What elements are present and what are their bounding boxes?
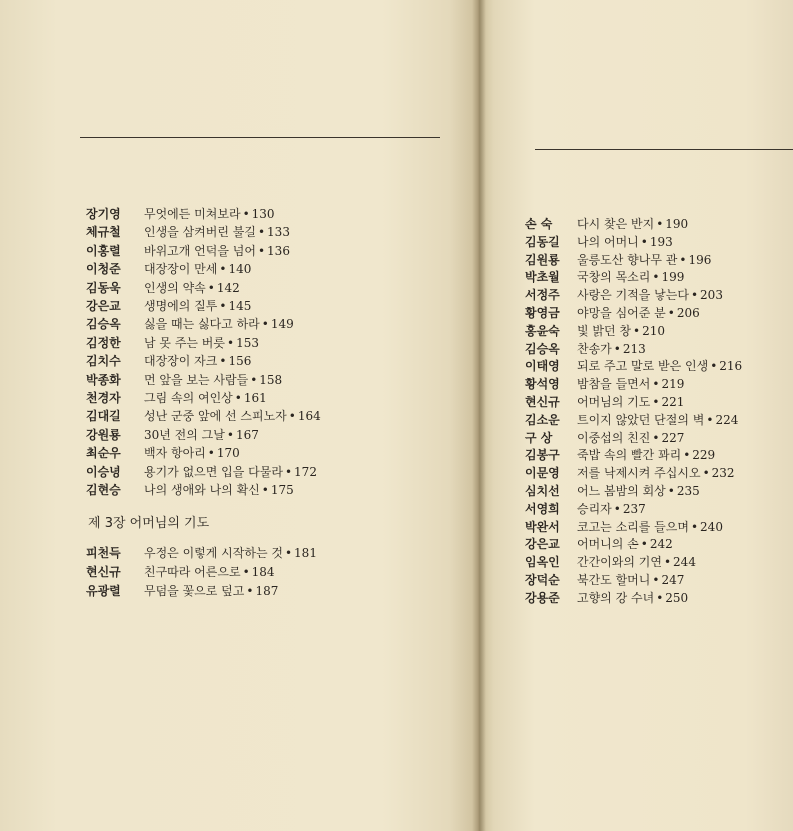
bullet-separator: •	[652, 377, 660, 392]
toc-title: 먼 앞을 보는 사람들	[144, 372, 249, 387]
toc-author: 이문영	[525, 466, 560, 481]
toc-page-number: 167	[235, 427, 259, 442]
toc-page-number: 206	[676, 306, 700, 320]
toc-author: 강원룡	[86, 427, 121, 442]
toc-page-number: 164	[297, 409, 321, 424]
toc-title: 어머니의 손	[577, 537, 639, 552]
toc-title-line	[144, 224, 290, 240]
toc-title-line	[577, 305, 700, 321]
toc-author: 장기영	[86, 207, 121, 221]
toc-title-line	[577, 358, 742, 374]
toc-title: 생명에의 질투	[144, 299, 218, 313]
toc-page-number: 210	[642, 323, 665, 338]
toc-author: 홍윤숙	[525, 323, 560, 338]
toc-title-line	[144, 298, 251, 314]
toc-title-line	[577, 252, 711, 268]
toc-title: 백자 항아리	[144, 446, 206, 461]
toc-title-line	[577, 412, 738, 428]
toc-author: 김대길	[86, 409, 121, 424]
toc-title: 죽밥 속의 빨간 꽈리	[577, 448, 682, 463]
toc-page-number: 250	[665, 590, 689, 605]
toc-page-number: 161	[243, 391, 267, 405]
toc-author: 최순우	[86, 446, 121, 461]
bullet-separator: •	[652, 270, 660, 285]
toc-title-line	[144, 464, 317, 480]
toc-page-number: 244	[673, 555, 696, 570]
toc-title: 남 못 주는 버릇	[144, 335, 225, 350]
toc-title-line	[144, 372, 282, 388]
toc-page-number: 219	[661, 377, 685, 392]
bullet-separator: •	[710, 359, 718, 374]
chapter-heading: 제 3장 어머님의 기도	[88, 516, 210, 531]
bullet-separator: •	[288, 409, 296, 424]
toc-page-number: 133	[267, 225, 290, 240]
top-rule	[80, 137, 440, 138]
toc-title-line	[144, 408, 321, 424]
toc-author: 이홍렬	[86, 243, 121, 258]
toc-author: 손 숙	[525, 217, 553, 231]
toc-title: 30년 전의 그날	[144, 427, 225, 442]
bullet-separator: •	[234, 391, 242, 405]
toc-title-line	[144, 206, 275, 222]
toc-title: 무엇에든 미쳐보라	[144, 207, 241, 221]
toc-author: 황석영	[525, 377, 560, 392]
toc-title-line	[144, 583, 278, 599]
toc-title-line	[577, 287, 723, 303]
toc-title: 무덤을 꽃으로 덮고	[144, 584, 245, 598]
bullet-separator: •	[702, 466, 710, 481]
toc-author: 심치선	[525, 484, 560, 498]
toc-author: 박초월	[525, 270, 560, 285]
book-gutter	[472, 0, 486, 831]
toc-title-line	[577, 341, 646, 357]
toc-title: 우정은 이렇게 시작하는 것	[144, 546, 283, 560]
toc-page-number: 153	[236, 335, 259, 350]
toc-title-line	[144, 482, 294, 498]
toc-page-number: 149	[270, 317, 294, 332]
toc-page-number: 213	[622, 341, 646, 356]
toc-title: 싫을 때는 싫다고 하라	[144, 317, 260, 332]
bullet-separator: •	[633, 323, 641, 338]
toc-title: 나의 생애와 나의 확신	[144, 483, 260, 497]
toc-page-number: 235	[676, 484, 700, 498]
toc-page-number: 203	[700, 288, 723, 303]
bullet-separator: •	[261, 483, 269, 497]
top-rule	[535, 149, 793, 150]
toc-title-line	[144, 353, 251, 369]
toc-page-number: 199	[661, 270, 685, 285]
toc-page-number: 247	[661, 573, 685, 587]
bullet-separator: •	[284, 546, 293, 560]
toc-page-number: 140	[228, 262, 252, 277]
toc-author: 박완서	[525, 519, 560, 534]
toc-title-line	[144, 243, 290, 259]
toc-author: 강은교	[86, 299, 121, 313]
toc-page-number: 216	[719, 359, 743, 374]
bullet-separator: •	[663, 555, 672, 570]
toc-author: 이청준	[86, 262, 121, 277]
toc-page-number: 224	[715, 412, 739, 427]
toc-title: 빛 밝던 창	[577, 323, 631, 338]
toc-title: 저를 낙제시켜 주십시오	[577, 466, 701, 481]
toc-page-number: 229	[692, 448, 716, 463]
toc-title-line	[577, 323, 665, 339]
toc-title-line	[577, 483, 700, 499]
bullet-separator: •	[257, 225, 266, 240]
toc-page-number: 136	[267, 243, 290, 258]
toc-title: 그림 속의 여인상	[144, 391, 233, 405]
bullet-separator: •	[652, 573, 660, 587]
bullet-separator: •	[613, 501, 621, 516]
toc-page-number: 156	[228, 354, 252, 369]
toc-author: 김승옥	[86, 317, 121, 332]
bullet-separator: •	[261, 317, 269, 332]
toc-author: 강은교	[525, 537, 560, 552]
toc-title: 북간도 할머니	[577, 573, 651, 587]
toc-title: 야망을 심어준 분	[577, 306, 666, 320]
bullet-separator: •	[656, 217, 664, 231]
bullet-separator: •	[250, 372, 258, 387]
toc-author: 서정주	[525, 288, 560, 303]
toc-title: 고향의 강 수녀	[577, 590, 655, 605]
toc-page-number: 175	[270, 483, 294, 497]
toc-page-number: 242	[649, 537, 673, 552]
toc-title-line	[577, 394, 684, 410]
toc-title-line	[577, 572, 684, 588]
toc-title: 인생을 삼켜버린 불길	[144, 225, 256, 240]
toc-title-line	[577, 590, 688, 606]
toc-title: 인생의 약속	[144, 280, 206, 295]
bullet-separator: •	[219, 262, 227, 277]
toc-title: 트이지 않았던 단절의 벽	[577, 412, 705, 427]
toc-title: 대장장이 만세	[144, 262, 218, 277]
toc-page-number: 170	[216, 446, 240, 461]
bullet-separator: •	[257, 243, 266, 258]
toc-author: 강용준	[525, 590, 560, 605]
toc-author: 황영금	[525, 306, 560, 320]
toc-author: 임옥인	[525, 555, 560, 570]
toc-author: 현신규	[86, 565, 121, 579]
toc-title-line	[144, 316, 294, 332]
toc-title: 찬송가	[577, 341, 612, 356]
toc-title-line	[144, 261, 251, 277]
toc-page-number: 145	[228, 299, 252, 313]
bullet-separator: •	[652, 395, 660, 409]
toc-title: 바위고개 언덕을 넘어	[144, 243, 256, 258]
toc-title: 대장장이 자크	[144, 354, 218, 369]
toc-page-number: 187	[255, 584, 279, 598]
bullet-separator: •	[679, 252, 687, 267]
bullet-separator: •	[690, 288, 699, 303]
toc-author: 피천득	[86, 546, 121, 560]
toc-title-line	[144, 427, 259, 443]
bullet-separator: •	[656, 590, 664, 605]
bullet-separator: •	[226, 427, 234, 442]
toc-author: 김동길	[525, 234, 560, 249]
toc-author: 김봉구	[525, 448, 560, 463]
bullet-separator: •	[207, 446, 215, 461]
toc-author: 김치수	[86, 354, 121, 369]
toc-author: 천경자	[86, 391, 121, 405]
toc-author: 체규철	[86, 225, 121, 240]
bullet-separator: •	[667, 306, 675, 320]
toc-title: 승리자	[577, 501, 612, 516]
toc-title-line	[144, 564, 275, 580]
toc-title: 어느 봄밤의 회상	[577, 484, 666, 498]
bullet-separator: •	[219, 299, 227, 313]
toc-page-number: 232	[711, 466, 735, 481]
toc-page-number: 181	[294, 546, 317, 560]
toc-title-line	[144, 545, 317, 561]
toc-page-number: 237	[622, 501, 646, 516]
toc-title: 울릉도산 향나무 관	[577, 252, 678, 267]
toc-author: 현신규	[525, 395, 560, 409]
toc-author: 장덕순	[525, 573, 560, 587]
bullet-separator: •	[207, 280, 215, 295]
bullet-separator: •	[242, 565, 250, 579]
toc-author: 김현승	[86, 483, 121, 497]
toc-title-line	[577, 376, 684, 392]
toc-author: 김소운	[525, 412, 560, 427]
bullet-separator: •	[667, 484, 675, 498]
toc-title: 성난 군중 앞에 선 스피노자	[144, 409, 287, 424]
toc-title: 코고는 소리를 들으며	[577, 519, 689, 534]
toc-page-number: 142	[216, 280, 240, 295]
toc-title-line	[577, 234, 673, 250]
bullet-separator: •	[640, 537, 648, 552]
toc-page-number: 196	[688, 252, 712, 267]
toc-title-line	[577, 430, 684, 446]
toc-title: 친구따라 어른으로	[144, 565, 241, 579]
toc-author: 김승옥	[525, 341, 560, 356]
bullet-separator: •	[242, 207, 250, 221]
toc-title-line	[577, 519, 723, 535]
toc-title-line	[577, 536, 673, 552]
toc-page-number: 172	[294, 464, 317, 479]
toc-page-number: 227	[661, 430, 685, 445]
toc-author: 서영희	[525, 501, 560, 516]
bullet-separator: •	[613, 341, 621, 356]
bullet-separator: •	[246, 584, 254, 598]
toc-title: 국창의 목소리	[577, 270, 651, 285]
bullet-separator: •	[652, 430, 660, 445]
toc-title-line	[577, 501, 646, 517]
toc-title: 이중섭의 친진	[577, 430, 651, 445]
toc-author: 박종화	[86, 372, 121, 387]
toc-title-line	[144, 335, 259, 351]
toc-author: 김정한	[86, 335, 121, 350]
toc-title: 다시 찾은 반지	[577, 217, 655, 231]
toc-page-number: 130	[251, 207, 275, 221]
toc-title: 용기가 없으면 입을 다물라	[144, 464, 283, 479]
toc-page-number: 158	[259, 372, 283, 387]
bullet-separator: •	[683, 448, 691, 463]
toc-page-number: 190	[665, 217, 689, 231]
toc-title: 어머님의 기도	[577, 395, 651, 409]
toc-title-line	[144, 390, 267, 406]
toc-author: 유광렬	[86, 584, 121, 598]
toc-title-line	[577, 269, 684, 285]
toc-title-line	[577, 216, 688, 232]
toc-title: 사랑은 기적을 낳는다	[577, 288, 689, 303]
bullet-separator: •	[690, 519, 699, 534]
toc-title: 되로 주고 말로 받은 인생	[577, 359, 709, 374]
toc-page-number: 221	[661, 395, 685, 409]
toc-title: 밤참을 들면서	[577, 377, 651, 392]
bullet-separator: •	[284, 464, 293, 479]
toc-author: 김원룡	[525, 252, 560, 267]
toc-title-line	[144, 445, 240, 461]
toc-page-number: 240	[700, 519, 723, 534]
toc-author: 김동욱	[86, 280, 121, 295]
toc-title-line	[577, 465, 735, 481]
toc-title-line	[577, 554, 696, 570]
toc-page-number: 193	[649, 234, 673, 249]
toc-author: 이승녕	[86, 464, 121, 479]
right-page	[478, 0, 793, 831]
toc-author: 이태영	[525, 359, 560, 374]
toc-title: 나의 어머니	[577, 234, 639, 249]
toc-page-number: 184	[251, 565, 275, 579]
bullet-separator: •	[640, 234, 648, 249]
toc-title: 간간이와의 기연	[577, 555, 662, 570]
bullet-separator: •	[227, 335, 235, 350]
toc-author: 구 상	[525, 430, 553, 445]
toc-title-line	[577, 447, 715, 463]
toc-title-line	[144, 280, 240, 296]
bullet-separator: •	[219, 354, 227, 369]
bullet-separator: •	[706, 412, 714, 427]
